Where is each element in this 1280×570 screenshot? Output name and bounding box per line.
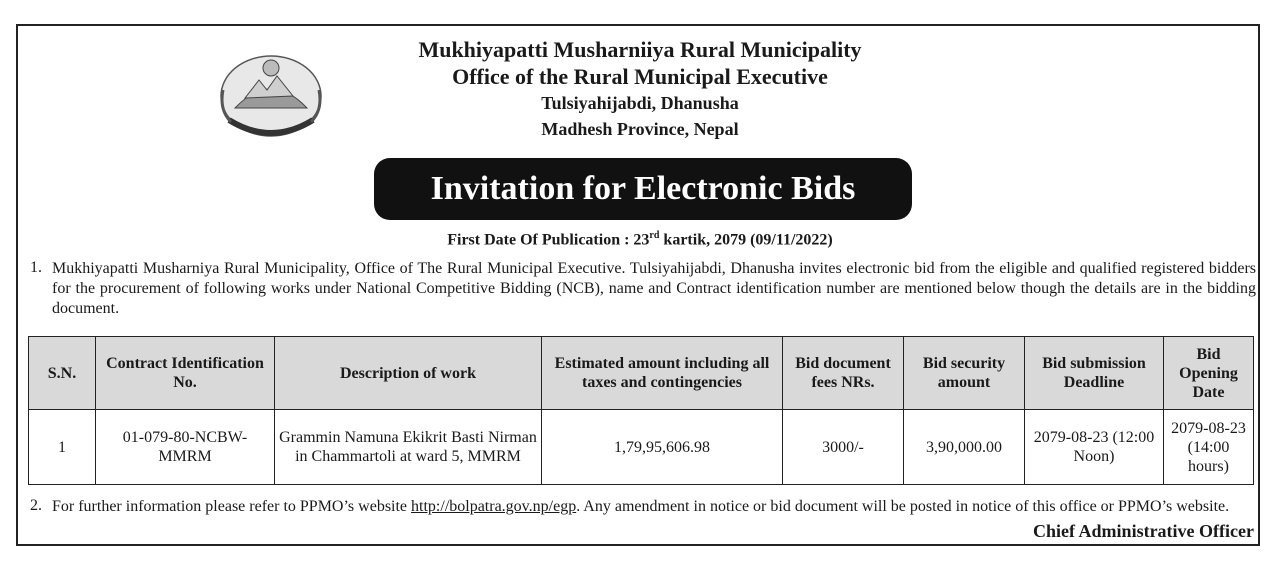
col-security: Bid security amount [904, 337, 1025, 410]
col-opening: Bid Opening Date [1164, 337, 1254, 410]
notice-title: Invitation for Electronic Bids [374, 158, 912, 220]
office-name: Office of the Rural Municipal Executive [452, 64, 828, 89]
col-contract-id: Contract Identification No. [96, 337, 275, 410]
cell-opening: 2079-08-23 (14:00 hours) [1164, 410, 1254, 485]
cell-deadline: 2079-08-23 (12:00 Noon) [1025, 410, 1164, 485]
paragraph1-number: 1. [30, 259, 42, 276]
col-sn: S.N. [29, 337, 96, 410]
cell-contract-id: 01-079-80-NCBW-MMRM [96, 410, 275, 485]
office-location: Tulsiyahijabdi, Dhanusha [541, 93, 739, 113]
publication-suffix: kartik, 2079 (09/11/2022) [659, 231, 833, 249]
office-province: Madhesh Province, Nepal [541, 119, 739, 139]
municipality-name: Mukhiyapatti Musharniiya Rural Municipality [418, 37, 862, 62]
cell-security: 3,90,000.00 [904, 410, 1025, 485]
cell-estimated-amount: 1,79,95,606.98 [542, 410, 783, 485]
paragraph2-after: . Any amendment in notice or bid document will be posted in notice of this office or PPMO’s website. [576, 498, 1230, 515]
cell-sn: 1 [29, 410, 96, 485]
col-deadline: Bid submission Deadline [1025, 337, 1164, 410]
col-description: Description of work [275, 337, 542, 410]
col-estimated-amount: Estimated amount including all taxes and contingencies [542, 337, 783, 410]
ppmo-website-link[interactable]: http://bolpatra.gov.np/egp [411, 498, 577, 515]
paragraph2-before: For further information please refer to PPMO’s website [52, 498, 412, 515]
paragraph1-text: Mukhiyapatti Musharniya Rural Municipality, Office of The Rural Municipal Executive. Tulsiyahijabdi, Dhanusha invites electronic bid from the eligible and qualified registered bidders for the procurement of following works under National Competitive Bidding (NCB), name and Contract identification number are mentioned below though the details are in the bidding document. [52, 260, 1256, 317]
publication-sup: rd [649, 230, 660, 241]
publication-date [0, 230, 1280, 249]
table-header-row [29, 337, 1254, 410]
paragraph2-number: 2. [30, 497, 42, 514]
publication-prefix: First Date Of Publication : 23 [447, 231, 650, 249]
cell-description: Grammin Namuna Ekikrit Basti Nirman in Chammartoli at ward 5, MMRM [275, 410, 542, 485]
col-doc-fee: Bid document fees NRs. [783, 337, 904, 410]
bids-table [28, 336, 1254, 485]
cell-doc-fee: 3000/- [783, 410, 904, 485]
table-row [29, 410, 1254, 485]
signature: Chief Administrative Officer [1033, 521, 1254, 541]
header-block [0, 36, 1280, 142]
paragraph2-text [52, 497, 1256, 517]
